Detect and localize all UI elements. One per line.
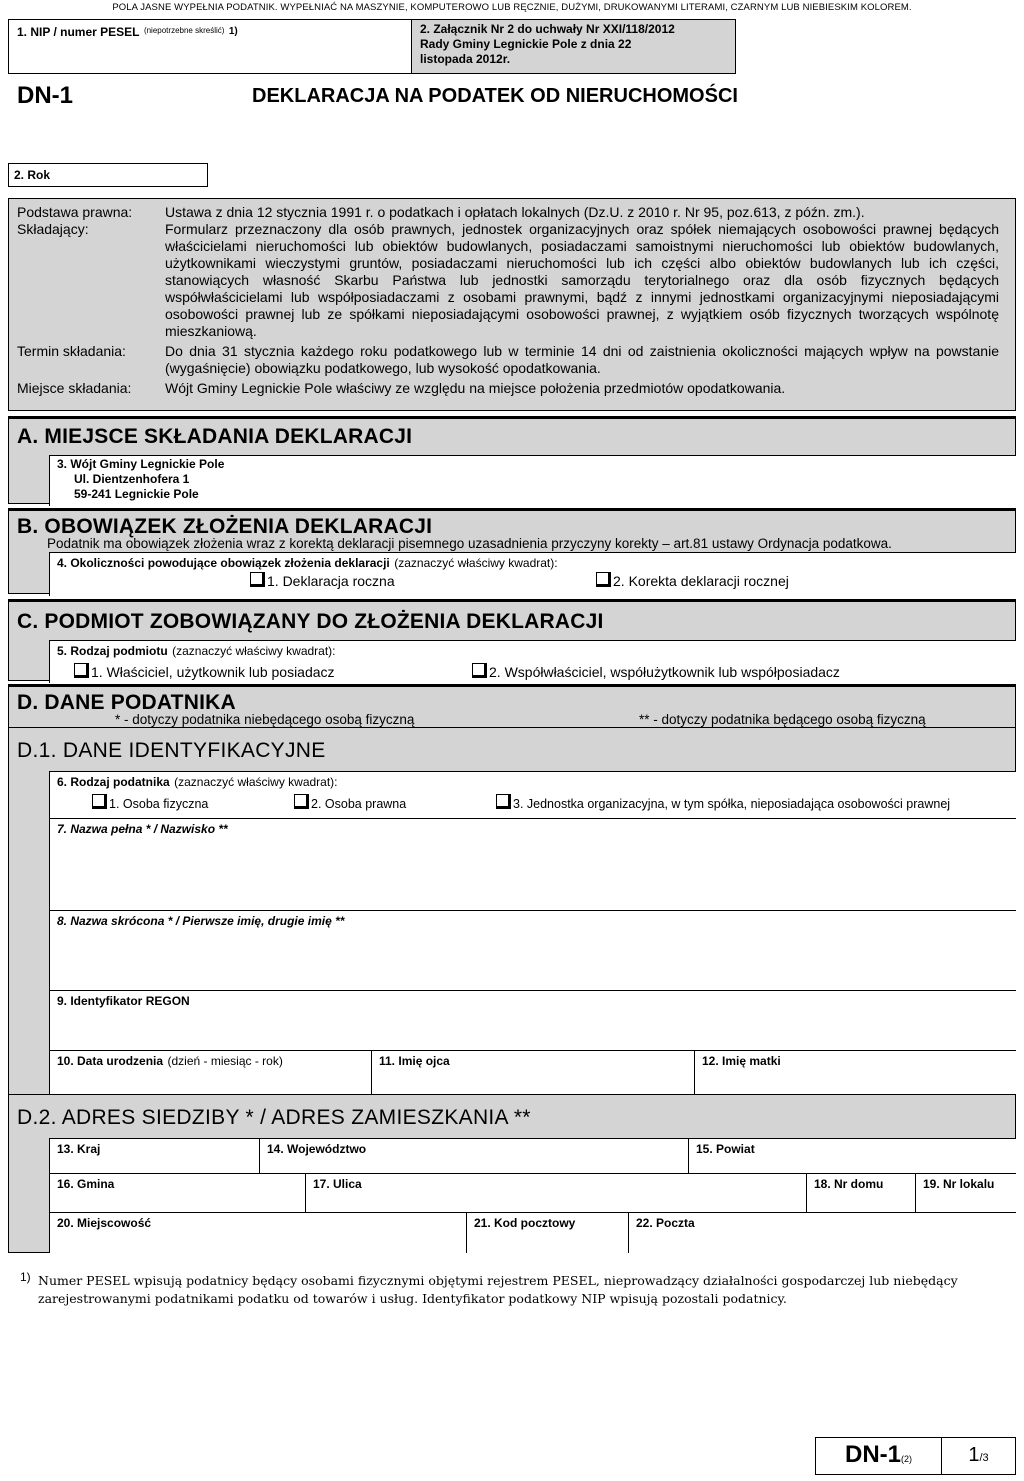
voivodeship-field[interactable]	[259, 1138, 689, 1174]
field22-label: 22. Poczta	[636, 1216, 695, 1230]
footnote	[20, 1272, 970, 1308]
tax-office-address-field[interactable]	[49, 455, 1016, 506]
checkbox-legal-person[interactable]	[294, 794, 309, 809]
address-line-1: 3. Wójt Gminy Legnickie Pole	[57, 457, 225, 471]
field5-label: 5. Rodzaj podmiotu	[57, 644, 168, 658]
section-d1-title: D.1. DANE IDENTYFIKACYJNE	[17, 739, 326, 762]
year-field[interactable]	[8, 163, 208, 187]
field6-hint: (zaznaczyć właściwy kwadrat):	[174, 775, 338, 789]
option-correction[interactable]	[596, 572, 789, 589]
field7-label: 7. Nazwa pełna * / Nazwisko **	[57, 822, 228, 836]
municipality-field[interactable]	[49, 1173, 306, 1213]
regon-field[interactable]	[49, 990, 1016, 1051]
option-natural-person[interactable]	[92, 794, 208, 811]
field8-label: 8. Nazwa skrócona * / Pierwsze imię, drugie imię **	[57, 914, 345, 928]
entity-type-field	[49, 640, 1016, 683]
field10-label: 10. Data urodzenia	[57, 1054, 164, 1068]
attachment-line-3: listopada 2012r.	[420, 52, 511, 66]
info-table	[17, 204, 999, 397]
field4-label: 4. Okoliczności powodujące obowiązek złożenia deklaracji	[57, 556, 390, 570]
footer-form-code-box	[815, 1437, 942, 1475]
short-name-field[interactable]	[49, 910, 1016, 991]
field18-label: 18. Nr domu	[814, 1177, 884, 1191]
section-d-note-legal: * - dotyczy podatnika niebędącego osobą fizyczną	[115, 712, 415, 727]
apartment-number-field[interactable]	[915, 1173, 1016, 1213]
info-value: Do dnia 31 stycznia każdego roku podatkowego lub w terminie 14 dni od zaistnienia okoliczności mających wpływ na powstanie (wygaśnięcie) obowiązku podatkowego, lub wysokość opodatkowania.	[165, 343, 999, 376]
section-b-title: B. OBOWIĄZEK ZŁOŻENIA DEKLARACJI	[17, 515, 433, 538]
section-d2	[8, 1094, 1016, 1253]
footer-form-code: DN-1	[844, 1441, 901, 1468]
address-line-2: Ul. Dientzenhofera 1	[74, 472, 190, 486]
attachment-line-2: Rady Gminy Legnickie Pole z dnia 22	[420, 37, 632, 51]
street-field[interactable]	[305, 1173, 807, 1213]
address-line-3: 59-241 Legnickie Pole	[74, 487, 199, 501]
section-c	[8, 599, 1016, 681]
footnote-mark: 1)	[20, 1270, 31, 1284]
father-name-field[interactable]	[371, 1050, 695, 1096]
section-c-title: C. PODMIOT ZOBOWIĄZANY DO ZŁOŻENIA DEKLARACJI	[17, 610, 604, 633]
option-legal-person-label: 2. Osoba prawna	[311, 797, 407, 811]
field10-hint: (dzień - miesiąc - rok)	[167, 1054, 283, 1068]
info-block	[8, 198, 1016, 411]
info-key: Podstawa prawna:	[17, 204, 133, 220]
field19-label: 19. Nr lokalu	[923, 1177, 995, 1191]
section-b	[8, 508, 1016, 594]
postal-code-field[interactable]	[466, 1212, 629, 1253]
info-row	[17, 204, 999, 221]
option-owner-label: 1. Właściciel, użytkownik lub posiadacz	[91, 664, 335, 680]
section-a	[8, 416, 1016, 504]
field16-label: 16. Gmina	[57, 1177, 115, 1191]
birth-date-field[interactable]	[49, 1050, 372, 1096]
post-office-field[interactable]	[628, 1212, 1016, 1253]
info-row	[17, 377, 999, 397]
county-field[interactable]	[688, 1138, 1016, 1174]
header-notice: POLA JASNE WYPEŁNIA PODATNIK. WYPEŁNIAĆ NA MASZYNIE, KOMPUTEROWO LUB RĘCZNIE, DUŻYMI, DRUKOWANYMI LITERAMI, CZARNYM LUB NIEBIESKIM KOLOREM.	[112, 2, 912, 13]
option-annual[interactable]	[250, 572, 395, 589]
checkbox-org-unit[interactable]	[496, 794, 511, 809]
field14-label: 14. Województwo	[267, 1142, 367, 1156]
option-annual-label: 1. Deklaracja roczna	[267, 573, 395, 589]
nip-pesel-label: 1. NIP / numer PESEL	[17, 25, 140, 39]
section-d1	[8, 727, 1016, 1095]
field17-label: 17. Ulica	[313, 1177, 362, 1191]
info-value: Ustawa z dnia 12 stycznia 1991 r. o podatkach i opłatach lokalnych (Dz.U. z 2010 r. Nr 95, poz.613, z późn. zm.).	[165, 204, 865, 220]
info-key: Składający:	[17, 221, 89, 237]
checkbox-natural-person[interactable]	[92, 794, 107, 809]
field5-hint: (zaznaczyć właściwy kwadrat):	[172, 644, 336, 658]
nip-pesel-field[interactable]	[8, 19, 412, 74]
info-row	[17, 221, 999, 340]
attachment-line-1: 2. Załącznik Nr 2 do uchwały Nr XXI/118/2012	[420, 22, 675, 36]
taxpayer-type-field	[49, 771, 1016, 819]
nip-pesel-note: (niepotrzebne skreślić)	[143, 26, 225, 35]
info-key: Termin składania:	[17, 343, 126, 359]
field4-hint: (zaznaczyć właściwy kwadrat):	[394, 556, 558, 570]
footer-page-box	[941, 1437, 1016, 1475]
option-org-unit-label: 3. Jednostka organizacyjna, w tym spółka, nieposiadająca osobowości prawnej	[513, 797, 951, 811]
section-a-title: A. MIEJSCE SKŁADANIA DEKLARACJI	[17, 425, 413, 448]
attachment-box	[411, 19, 736, 74]
info-value: Formularz przeznaczony dla osób prawnych, jednostek organizacyjnych oraz spółek niemających osobowości prawnej będących właścicielami nieruchomości lub obiektów budowlanych, posiadaczami samoistnymi nieruchomości lub obiektów budowlanych, użytkownikami wieczystymi gruntów, posiadaczami nieruchomości lub ich części albo obiektów budowlanych lub ich części, stanowiących własność Skarbu Państwa lub jednostki samorządu terytorialnego oraz dla osób fizycznych będących współwłaścicielami lub współposiadaczami z osobami prawnymi, bądź z innymi jednostkami organizacyjnymi nieposiadającymi osobowości prawnej lub ze spółkami nieposiadającymi osobowości prawnej, z wyjątkiem osób fizycznych tworzących wspólnotę mieszkaniową.	[165, 221, 999, 339]
city-field[interactable]	[49, 1212, 467, 1253]
section-d2-title: D.2. ADRES SIEDZIBY * / ADRES ZAMIESZKANIA **	[17, 1106, 531, 1129]
section-d-title: D. DANE PODATNIKA	[17, 691, 236, 714]
section-d	[8, 684, 1016, 728]
field15-label: 15. Powiat	[696, 1142, 755, 1156]
checkbox-owner[interactable]	[74, 663, 89, 678]
page-title: DEKLARACJA NA PODATEK OD NIERUCHOMOŚCI	[252, 85, 738, 107]
declaration-reason-field	[49, 552, 1016, 596]
field21-label: 21. Kod pocztowy	[474, 1216, 576, 1230]
mother-name-field[interactable]	[694, 1050, 1016, 1096]
field6-label: 6. Rodzaj podatnika	[57, 775, 170, 789]
house-number-field[interactable]	[806, 1173, 916, 1213]
field9-label: 9. Identyfikator REGON	[57, 994, 190, 1008]
field12-label: 12. Imię matki	[702, 1054, 781, 1068]
footer-page-number: 1	[968, 1444, 980, 1466]
year-label: 2. Rok	[14, 168, 51, 182]
country-field[interactable]	[49, 1138, 260, 1174]
field13-label: 13. Kraj	[57, 1142, 101, 1156]
info-value: Wójt Gminy Legnickie Pole właściwy ze względu na miejsce położenia przedmiotów opodatkowania.	[165, 380, 786, 396]
option-co-owner-label: 2. Współwłaściciel, współużytkownik lub współposiadacz	[489, 664, 840, 680]
section-b-subtitle: Podatnik ma obowiązek złożenia wraz z korektą deklaracji pisemnego uzasadnienia przyczyny korekty – art.81 ustawy Ordynacja podatkowa.	[47, 536, 892, 551]
checkbox-co-owner[interactable]	[472, 663, 487, 678]
form-code: DN-1	[17, 82, 74, 109]
option-correction-label: 2. Korekta deklaracji rocznej	[613, 573, 789, 589]
full-name-field[interactable]	[49, 818, 1016, 911]
footer-form-version: (2)	[901, 1454, 912, 1464]
field20-label: 20. Miejscowość	[57, 1216, 152, 1230]
option-natural-person-label: 1. Osoba fizyczna	[109, 797, 209, 811]
option-owner[interactable]	[74, 663, 335, 680]
option-org-unit[interactable]	[496, 794, 950, 811]
footnote-text: Numer PESEL wpisują podatnicy będący osobami fizycznymi objętymi rejestrem PESEL, nieprowadzący działalności gospodarczej lub niebędący zarejestrowanymi podatnikami podatku od towarów i usług. Identyfikator podatkowy NIP wpisują pozostali podatnicy.	[38, 1273, 958, 1306]
checkbox-correction[interactable]	[596, 572, 611, 587]
footer-page-total: /3	[979, 1452, 989, 1464]
section-d-note-natural: ** - dotyczy podatnika będącego osobą fizyczną	[639, 712, 926, 727]
nip-pesel-footnote-ref: 1)	[228, 26, 238, 37]
info-row	[17, 340, 999, 377]
field11-label: 11. Imię ojca	[379, 1054, 450, 1068]
option-co-owner[interactable]	[472, 663, 840, 680]
checkbox-annual[interactable]	[250, 572, 265, 587]
info-key: Miejsce składania:	[17, 380, 132, 396]
option-legal-person[interactable]	[294, 794, 406, 811]
